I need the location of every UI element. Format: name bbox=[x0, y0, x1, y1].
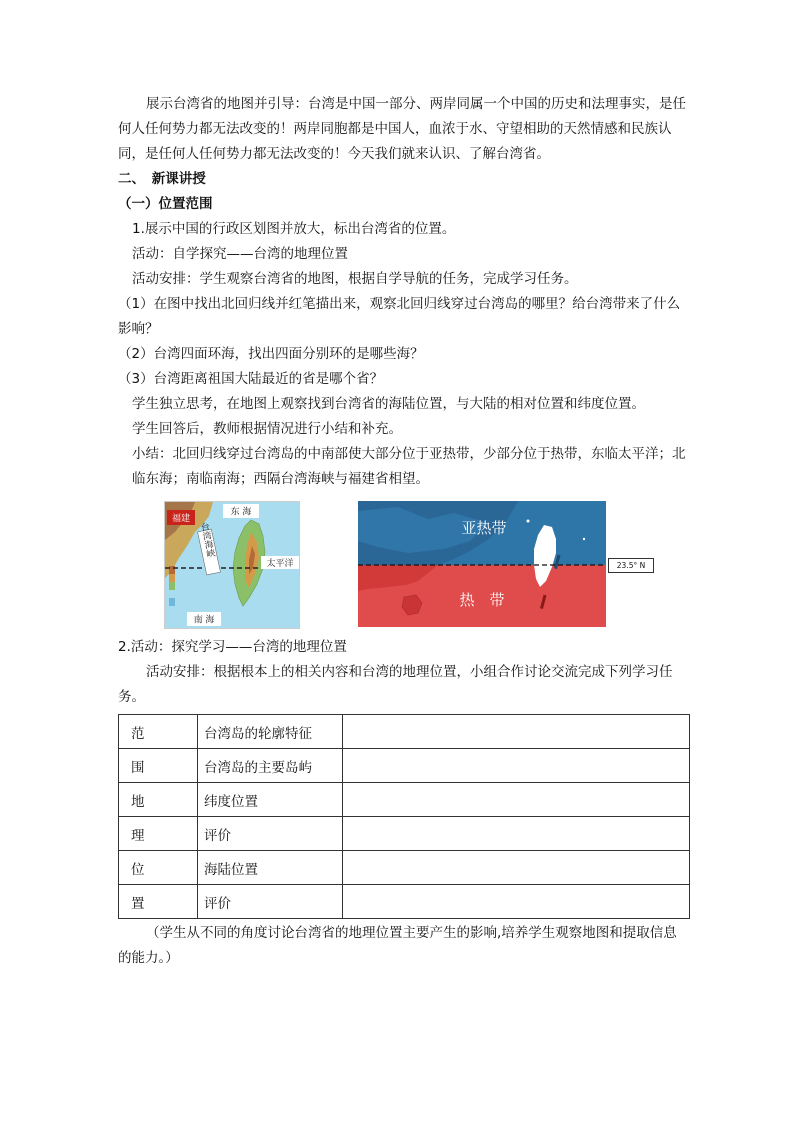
table-cell-c2: 台湾岛的主要岛屿 bbox=[198, 749, 343, 783]
east-sea-label: 东 海 bbox=[230, 507, 252, 518]
summary-paragraph: 小结：北回归线穿过台湾岛的中南部使大部分位于亚热带，少部分位于热带，东临太平洋；北临东海；南临南海；西隔台湾海峡与福建省相望。 bbox=[132, 446, 686, 487]
table-cell-c3[interactable] bbox=[343, 885, 690, 919]
table-cell-c3[interactable] bbox=[343, 715, 690, 749]
taiwan-strait-label: 台湾海峡 bbox=[197, 521, 216, 559]
arrangement-2-text: 活动安排：根据根本上的相关内容和台湾的地理位置，小组合作讨论交流完成下列学习任务。 bbox=[118, 664, 673, 705]
table-row bbox=[119, 851, 690, 885]
taiwan-physical-map bbox=[164, 501, 300, 629]
latitude-label: 23.5° N bbox=[608, 558, 654, 573]
table-row bbox=[119, 749, 690, 783]
subsection-heading-position: （一）位置范围 bbox=[118, 196, 213, 212]
closing-paragraph: （学生从不同的角度讨论台湾省的地理位置主要产生的影响,培养学生观察地图和提取信息的能力。） bbox=[118, 925, 677, 966]
table-cell-c1: 理 bbox=[119, 817, 198, 851]
step-1-text: 1.展示中国的行政区划图并放大，标出台湾省的位置。 bbox=[132, 221, 456, 237]
taiwan-climate-zone-map bbox=[358, 501, 606, 627]
table-cell-c1: 范 bbox=[119, 715, 198, 749]
tropical-zone-label: 热 带 bbox=[459, 591, 505, 609]
table-cell-c2: 海陆位置 bbox=[198, 851, 343, 885]
table-cell-c1: 地 bbox=[119, 783, 198, 817]
table-cell-c1: 位 bbox=[119, 851, 198, 885]
section-heading-new-lesson: 二、 新课讲授 bbox=[118, 171, 206, 187]
subtropical-zone-label: 亚热带 bbox=[461, 519, 507, 537]
table-cell-c2: 台湾岛的轮廓特征 bbox=[198, 715, 343, 749]
student-thinking-text: 学生独立思考，在地图上观察找到台湾省的海陆位置，与大陆的相对位置和纬度位置。 bbox=[132, 396, 645, 412]
table-cell-c3[interactable] bbox=[343, 851, 690, 885]
map-figures bbox=[118, 501, 690, 629]
document-page bbox=[118, 92, 690, 971]
table-row bbox=[119, 783, 690, 817]
intro-paragraph: 展示台湾省的地图并引导：台湾是中国一部分、两岸同属一个中国的历史和法理事实，是任何人任何势力都无法改变的！两岸同胞都是中国人，血浓于水、守望相助的天然情感和民族认同，是任何人任何势力都无法改变的！今天我们就来认识、了解台湾省。 bbox=[118, 96, 686, 162]
activity-1-text: 活动：自学探究——台湾的地理位置 bbox=[132, 246, 348, 262]
pacific-ocean-label: 太平洋 bbox=[266, 559, 294, 569]
table-row bbox=[119, 715, 690, 749]
question-1: （1）在图中找出北回归线并红笔描出来，观察北回归线穿过台湾岛的哪里？给台湾带来了什么影响？ bbox=[118, 296, 681, 337]
table-cell-c1: 围 bbox=[119, 749, 198, 783]
question-2: （2）台湾四面环海，找出四面分别环的是哪些海？ bbox=[118, 346, 424, 362]
step-2-text: 2.活动：探究学习——台湾的地理位置 bbox=[118, 639, 347, 655]
table-cell-c1: 置 bbox=[119, 885, 198, 919]
teacher-summary-text: 学生回答后，教师根据情况进行小结和补充。 bbox=[132, 421, 402, 437]
geography-task-table bbox=[118, 714, 690, 919]
table-row bbox=[119, 885, 690, 919]
table-cell-c3[interactable] bbox=[343, 817, 690, 851]
table-cell-c3[interactable] bbox=[343, 783, 690, 817]
fujian-label: 福建 bbox=[171, 514, 191, 524]
south-sea-label: 南 海 bbox=[193, 615, 215, 626]
table-cell-c2: 纬度位置 bbox=[198, 783, 343, 817]
table-cell-c2: 评价 bbox=[198, 817, 343, 851]
question-3: （3）台湾距离祖国大陆最近的省是哪个省？ bbox=[118, 371, 384, 387]
table-cell-c2: 评价 bbox=[198, 885, 343, 919]
table-cell-c3[interactable] bbox=[343, 749, 690, 783]
table-row bbox=[119, 817, 690, 851]
arrangement-1-text: 活动安排：学生观察台湾省的地图，根据自学导航的任务，完成学习任务。 bbox=[132, 271, 578, 287]
